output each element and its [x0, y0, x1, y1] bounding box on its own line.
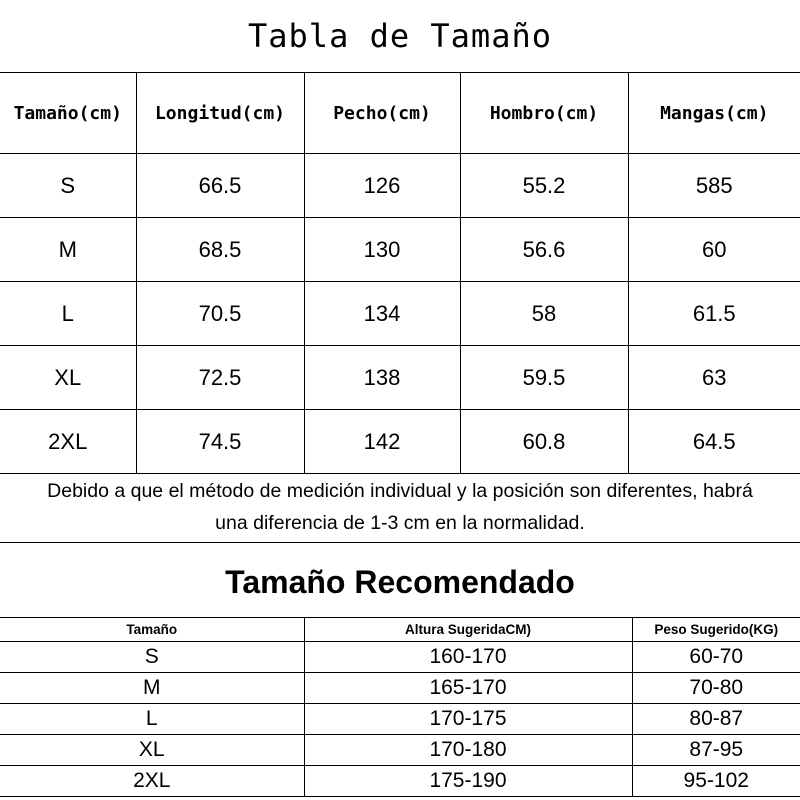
- header-cell: Tamaño(cm): [0, 73, 136, 154]
- table-cell: 60.8: [460, 410, 628, 474]
- table-cell: XL: [0, 735, 304, 766]
- header-cell: Hombro(cm): [460, 73, 628, 154]
- table-row: [0, 282, 800, 346]
- table-cell: 2XL: [0, 766, 304, 797]
- table-row: [0, 766, 800, 797]
- table-cell: L: [0, 704, 304, 735]
- table-row: [0, 154, 800, 218]
- table-cell: 130: [304, 218, 460, 282]
- measurement-note: [0, 472, 800, 543]
- table-cell: 175-190: [304, 766, 632, 797]
- table-cell: 74.5: [136, 410, 304, 474]
- table-cell: 134: [304, 282, 460, 346]
- table-cell: 59.5: [460, 346, 628, 410]
- table-cell: 2XL: [0, 410, 136, 474]
- table-cell: 70-80: [632, 673, 800, 704]
- header-cell: Mangas(cm): [628, 73, 800, 154]
- table-row: [0, 218, 800, 282]
- table-cell: 142: [304, 410, 460, 474]
- table-cell: L: [0, 282, 136, 346]
- table-cell: 61.5: [628, 282, 800, 346]
- size-table-title: Tabla de Tamaño: [248, 17, 552, 55]
- note-line: una diferencia de 1-3 cm en la normalidad.: [215, 512, 585, 534]
- header-cell: Longitud(cm): [136, 73, 304, 154]
- table-cell: 87-95: [632, 735, 800, 766]
- header-cell: Peso Sugerido(KG): [632, 618, 800, 642]
- table-cell: 64.5: [628, 410, 800, 474]
- table-cell: 126: [304, 154, 460, 218]
- table-cell: 95-102: [632, 766, 800, 797]
- table-cell: 56.6: [460, 218, 628, 282]
- table-cell: XL: [0, 346, 136, 410]
- table-cell: 170-175: [304, 704, 632, 735]
- table-row: [0, 642, 800, 673]
- table-cell: 80-87: [632, 704, 800, 735]
- note-line: Debido a que el método de medición individual y la posición son diferentes, habrá: [47, 480, 753, 502]
- table-cell: 55.2: [460, 154, 628, 218]
- size-table: [0, 72, 800, 474]
- table-cell: M: [0, 218, 136, 282]
- table-cell: 60: [628, 218, 800, 282]
- table-cell: 138: [304, 346, 460, 410]
- header-cell: Altura SugeridaCM): [304, 618, 632, 642]
- table-cell: 170-180: [304, 735, 632, 766]
- table-row: [0, 410, 800, 474]
- size-table-header-row: [0, 73, 800, 154]
- recommended-header-row: [0, 618, 800, 642]
- table-row: [0, 704, 800, 735]
- table-cell: 60-70: [632, 642, 800, 673]
- table-cell: 58: [460, 282, 628, 346]
- table-cell: M: [0, 673, 304, 704]
- table-cell: 165-170: [304, 673, 632, 704]
- header-cell: Pecho(cm): [304, 73, 460, 154]
- table-cell: 66.5: [136, 154, 304, 218]
- table-cell: S: [0, 154, 136, 218]
- table-row: [0, 735, 800, 766]
- recommended-title: Tamaño Recomendado: [225, 563, 575, 600]
- header-cell: Tamaño: [0, 618, 304, 642]
- table-cell: 70.5: [136, 282, 304, 346]
- table-cell: 72.5: [136, 346, 304, 410]
- table-row: [0, 673, 800, 704]
- table-row: [0, 346, 800, 410]
- table-cell: 585: [628, 154, 800, 218]
- table-cell: 63: [628, 346, 800, 410]
- recommended-table: [0, 617, 800, 797]
- table-cell: S: [0, 642, 304, 673]
- table-cell: 160-170: [304, 642, 632, 673]
- table-cell: 68.5: [136, 218, 304, 282]
